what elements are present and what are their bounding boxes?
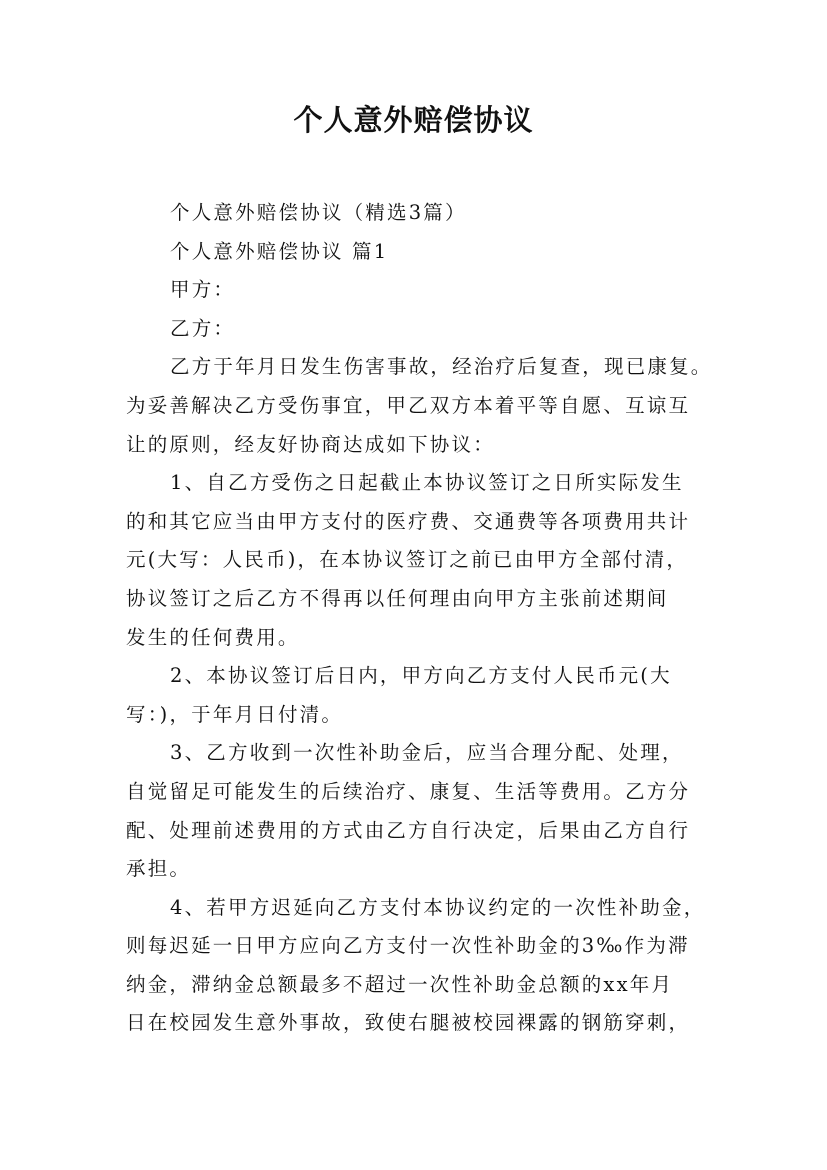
document-title: 个人意外赔偿协议 xyxy=(293,103,534,137)
paragraph-line: 日在校园发生意外事故，致使右腿被校园裸露的钢筋穿刺， xyxy=(126,1011,691,1035)
paragraph-line: 纳金，滞纳金总额最多不超过一次性补助金总额的xx年月 xyxy=(126,972,674,996)
party-b-line: 乙方： xyxy=(170,316,236,340)
paragraph-line: 4、若甲方迟延向乙方支付本协议约定的一次性补助金， xyxy=(170,895,706,919)
paragraph-line: 乙方于年月日发生伤害事故，经治疗后复查，现已康复。 xyxy=(170,355,713,379)
paragraph-line: 协议签订之后乙方不得再以任何理由向甲方主张前述期间 xyxy=(126,586,669,610)
paragraph-line: 写：)，于年月日付清。 xyxy=(126,702,344,726)
paragraph-line: 的和其它应当由甲方支付的医疗费、交通费等各项费用共计 xyxy=(126,509,691,533)
paragraph-line: 发生的任何费用。 xyxy=(126,625,300,649)
paragraph-line: 元(大写：人民币)，在本协议签订之前已由甲方全部付清， xyxy=(126,548,689,572)
section-heading: 个人意外赔偿协议 篇1 xyxy=(170,239,389,263)
paragraph-line: 自觉留足可能发生的后续治疗、康复、生活等费用。乙方分 xyxy=(126,779,691,803)
paragraph-line: 承担。 xyxy=(126,857,192,881)
paragraph-line: 让的原则，经友好协商达成如下协议： xyxy=(126,432,495,456)
paragraph-line: 3、乙方收到一次性补助金后，应当合理分配、处理， xyxy=(170,741,684,765)
party-a-line: 甲方： xyxy=(170,278,236,302)
paragraph-line: 1、自乙方受伤之日起截止本协议签订之日所实际发生 xyxy=(170,471,684,495)
paragraph-line: 配、处理前述费用的方式由乙方自行决定，后果由乙方自行 xyxy=(126,818,691,842)
paragraph-line: 则每迟延一日甲方应向乙方支付一次性补助金的3‰作为滞 xyxy=(126,934,690,958)
paragraph-line: 2、本协议签订后日内，甲方向乙方支付人民币元(大 xyxy=(170,664,672,688)
paragraph-line: 为妥善解决乙方受伤事宜，甲乙双方本着平等自愿、互谅互 xyxy=(126,393,691,417)
document-body xyxy=(126,194,716,1043)
subtitle-line: 个人意外赔偿协议（精选3篇） xyxy=(170,201,467,224)
